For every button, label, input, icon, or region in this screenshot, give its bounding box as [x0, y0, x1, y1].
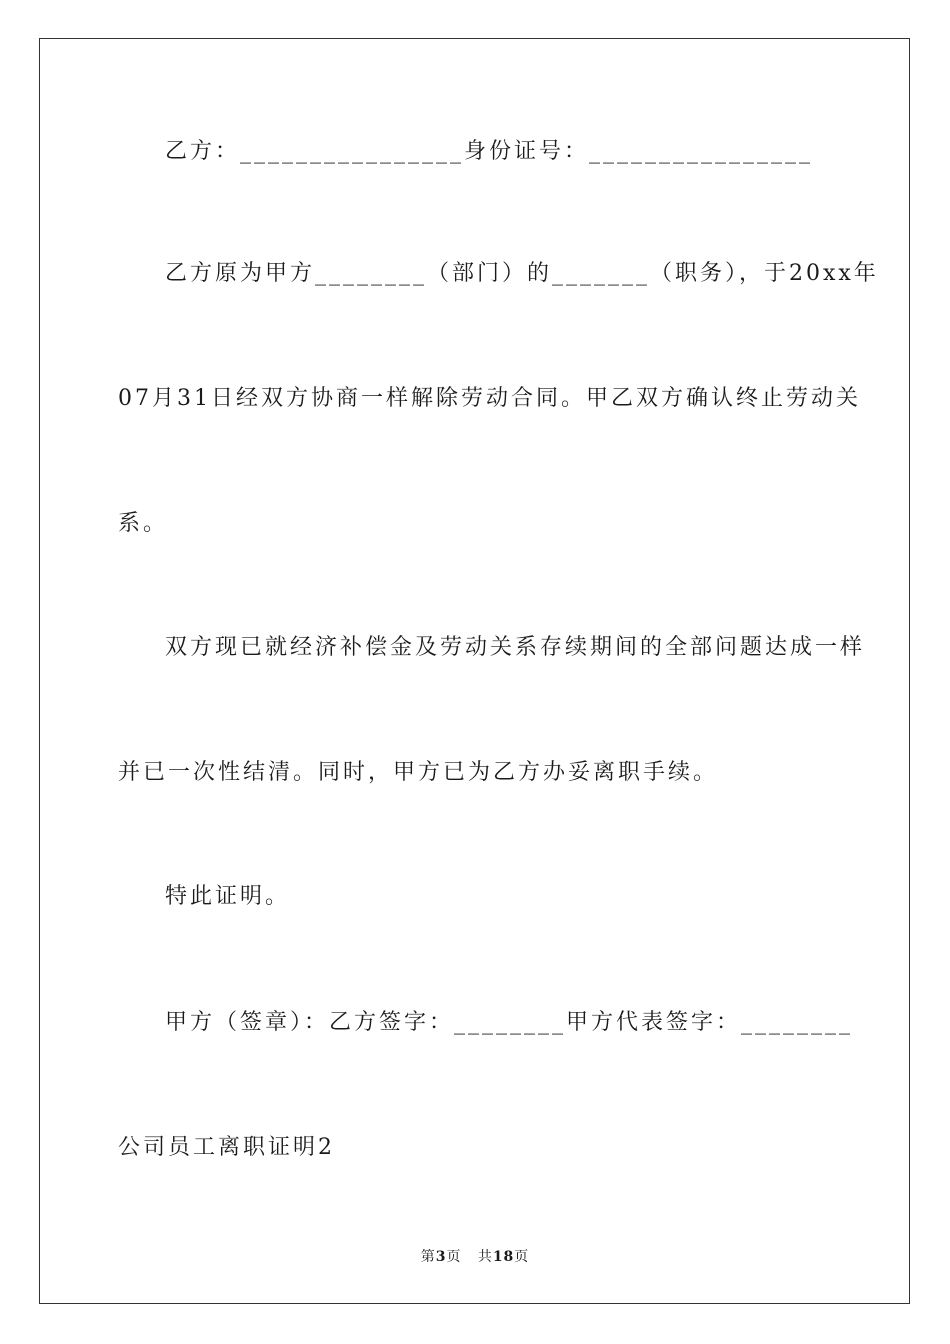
certification-line: 特此证明。 — [165, 884, 291, 909]
footer-total-pages: 18 — [492, 1249, 515, 1265]
paragraph-1-line-3: 系。 — [118, 511, 169, 536]
page-frame — [39, 38, 910, 1304]
footer-prefix: 第 — [420, 1249, 436, 1265]
section-heading: 公司员工离职证明2 — [118, 1135, 335, 1160]
signature-line: 甲方（签章）：乙方签字：________甲方代表签字：________ — [165, 1010, 854, 1035]
page-footer — [0, 1246, 950, 1266]
party-b-id-line: 乙方：________________身份证号：________________ — [165, 139, 814, 164]
paragraph-2-line-2: 并已一次性结清。同时，甲方已为乙方办妥离职手续。 — [118, 760, 719, 785]
paragraph-1-line-2: 07月31日经双方协商一样解除劳动合同。甲乙双方确认终止劳动关 — [118, 386, 861, 411]
footer-total-prefix: 共 — [477, 1249, 493, 1265]
paragraph-1-line-1: 乙方原为甲方________（部门）的_______（职务），于20xx年 — [165, 261, 879, 286]
footer-page-number: 3 — [435, 1249, 447, 1265]
footer-page-suffix: 页 — [446, 1249, 462, 1265]
paragraph-2-line-1: 双方现已就经济补偿金及劳动关系存续期间的全部问题达成一样 — [165, 635, 866, 660]
footer-total-suffix: 页 — [514, 1249, 530, 1265]
